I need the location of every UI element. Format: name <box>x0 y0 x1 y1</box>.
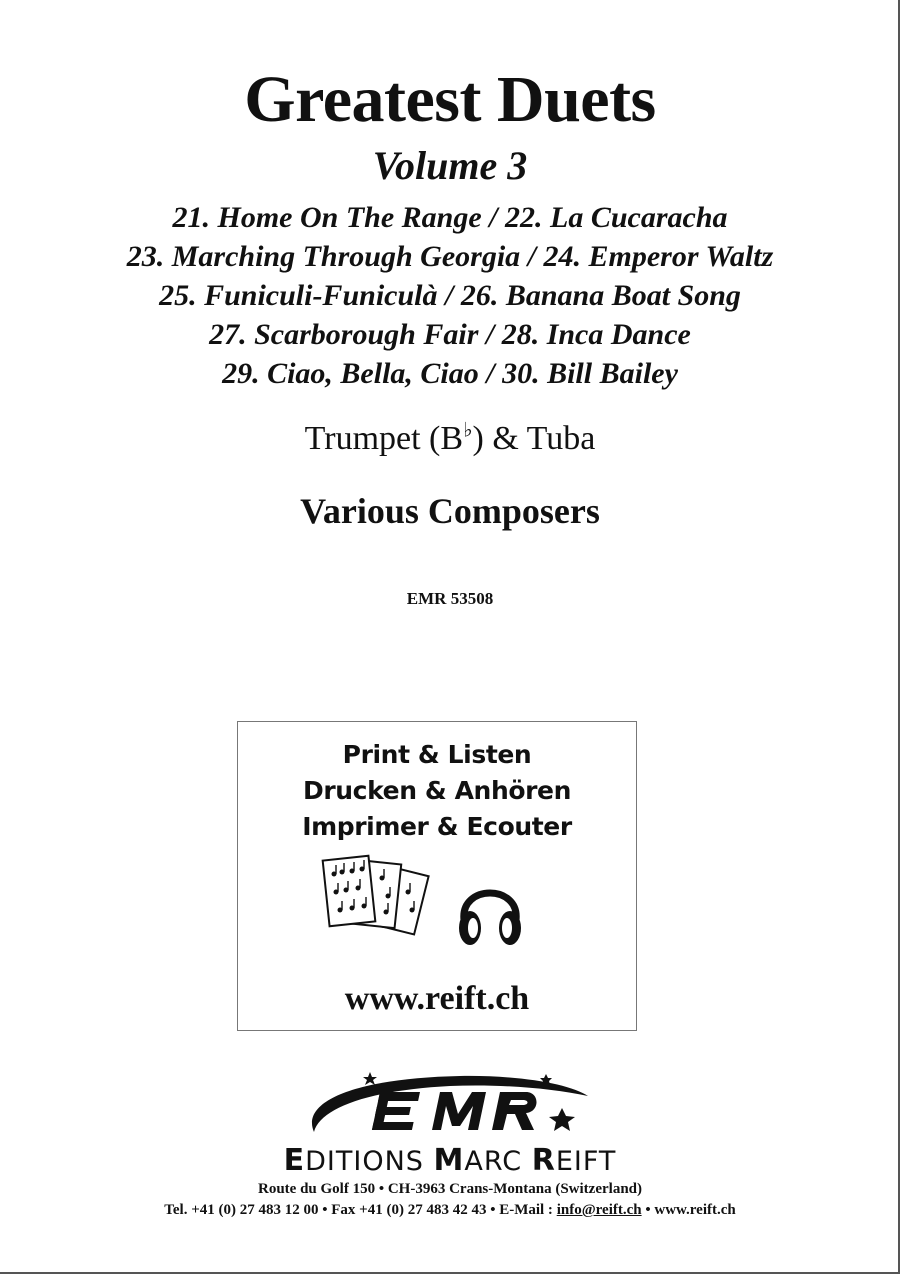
email-link[interactable]: info@reift.ch <box>556 1202 642 1218</box>
track-list <box>0 198 900 393</box>
track-line: 25. Funiculi-Funiculà / 26. Banana Boat Song <box>159 279 741 312</box>
composer: Various Composers <box>300 491 600 531</box>
sheet-music-icon <box>316 852 440 952</box>
instrumentation-after: ) & Tuba <box>472 420 596 457</box>
page-title: Greatest Duets <box>244 63 656 136</box>
publisher-word: DITIONS <box>305 1146 424 1177</box>
promo-line-de: Drucken & Anhören <box>302 776 572 805</box>
publisher-word: ARC <box>464 1146 523 1177</box>
emr-logo <box>300 1070 600 1140</box>
publisher-name <box>0 1143 900 1178</box>
publisher-initial: R <box>531 1143 556 1178</box>
headphones-icon <box>454 874 526 954</box>
instrumentation-before: Trumpet (B <box>304 420 464 457</box>
volume-label: Volume 3 <box>372 143 528 188</box>
track-line: 27. Scarborough Fair / 28. Inca Dance <box>209 318 691 351</box>
publisher-word: EIFT <box>555 1146 617 1177</box>
track-line: 23. Marching Through Georgia / 24. Emperor Waltz <box>126 240 774 273</box>
print-listen-box[interactable] <box>237 721 637 1031</box>
instrumentation <box>0 420 900 458</box>
contact-suffix: • www.reift.ch <box>641 1202 736 1218</box>
track-line: 29. Ciao, Bella, Ciao / 30. Bill Bailey <box>222 357 678 390</box>
publisher-initial: E <box>283 1143 306 1178</box>
catalog-number: EMR 53508 <box>406 589 494 608</box>
publisher-address: Route du Golf 150 • CH-3963 Crans-Montana (Switzerland) <box>258 1181 642 1197</box>
publisher-initial: M <box>433 1143 465 1178</box>
track-line: 21. Home On The Range / 22. La Cucaracha <box>172 201 728 234</box>
contact-prefix: Tel. +41 (0) 27 483 12 00 • Fax +41 (0) 27 483 42 43 • E-Mail : <box>164 1202 557 1218</box>
flat-symbol: ♭ <box>463 419 473 442</box>
promo-line-fr: Imprimer & Ecouter <box>302 812 572 841</box>
publisher-contact <box>0 1202 900 1219</box>
promo-url-link[interactable]: www.reift.ch <box>344 980 530 1017</box>
promo-line-en: Print & Listen <box>342 740 532 769</box>
